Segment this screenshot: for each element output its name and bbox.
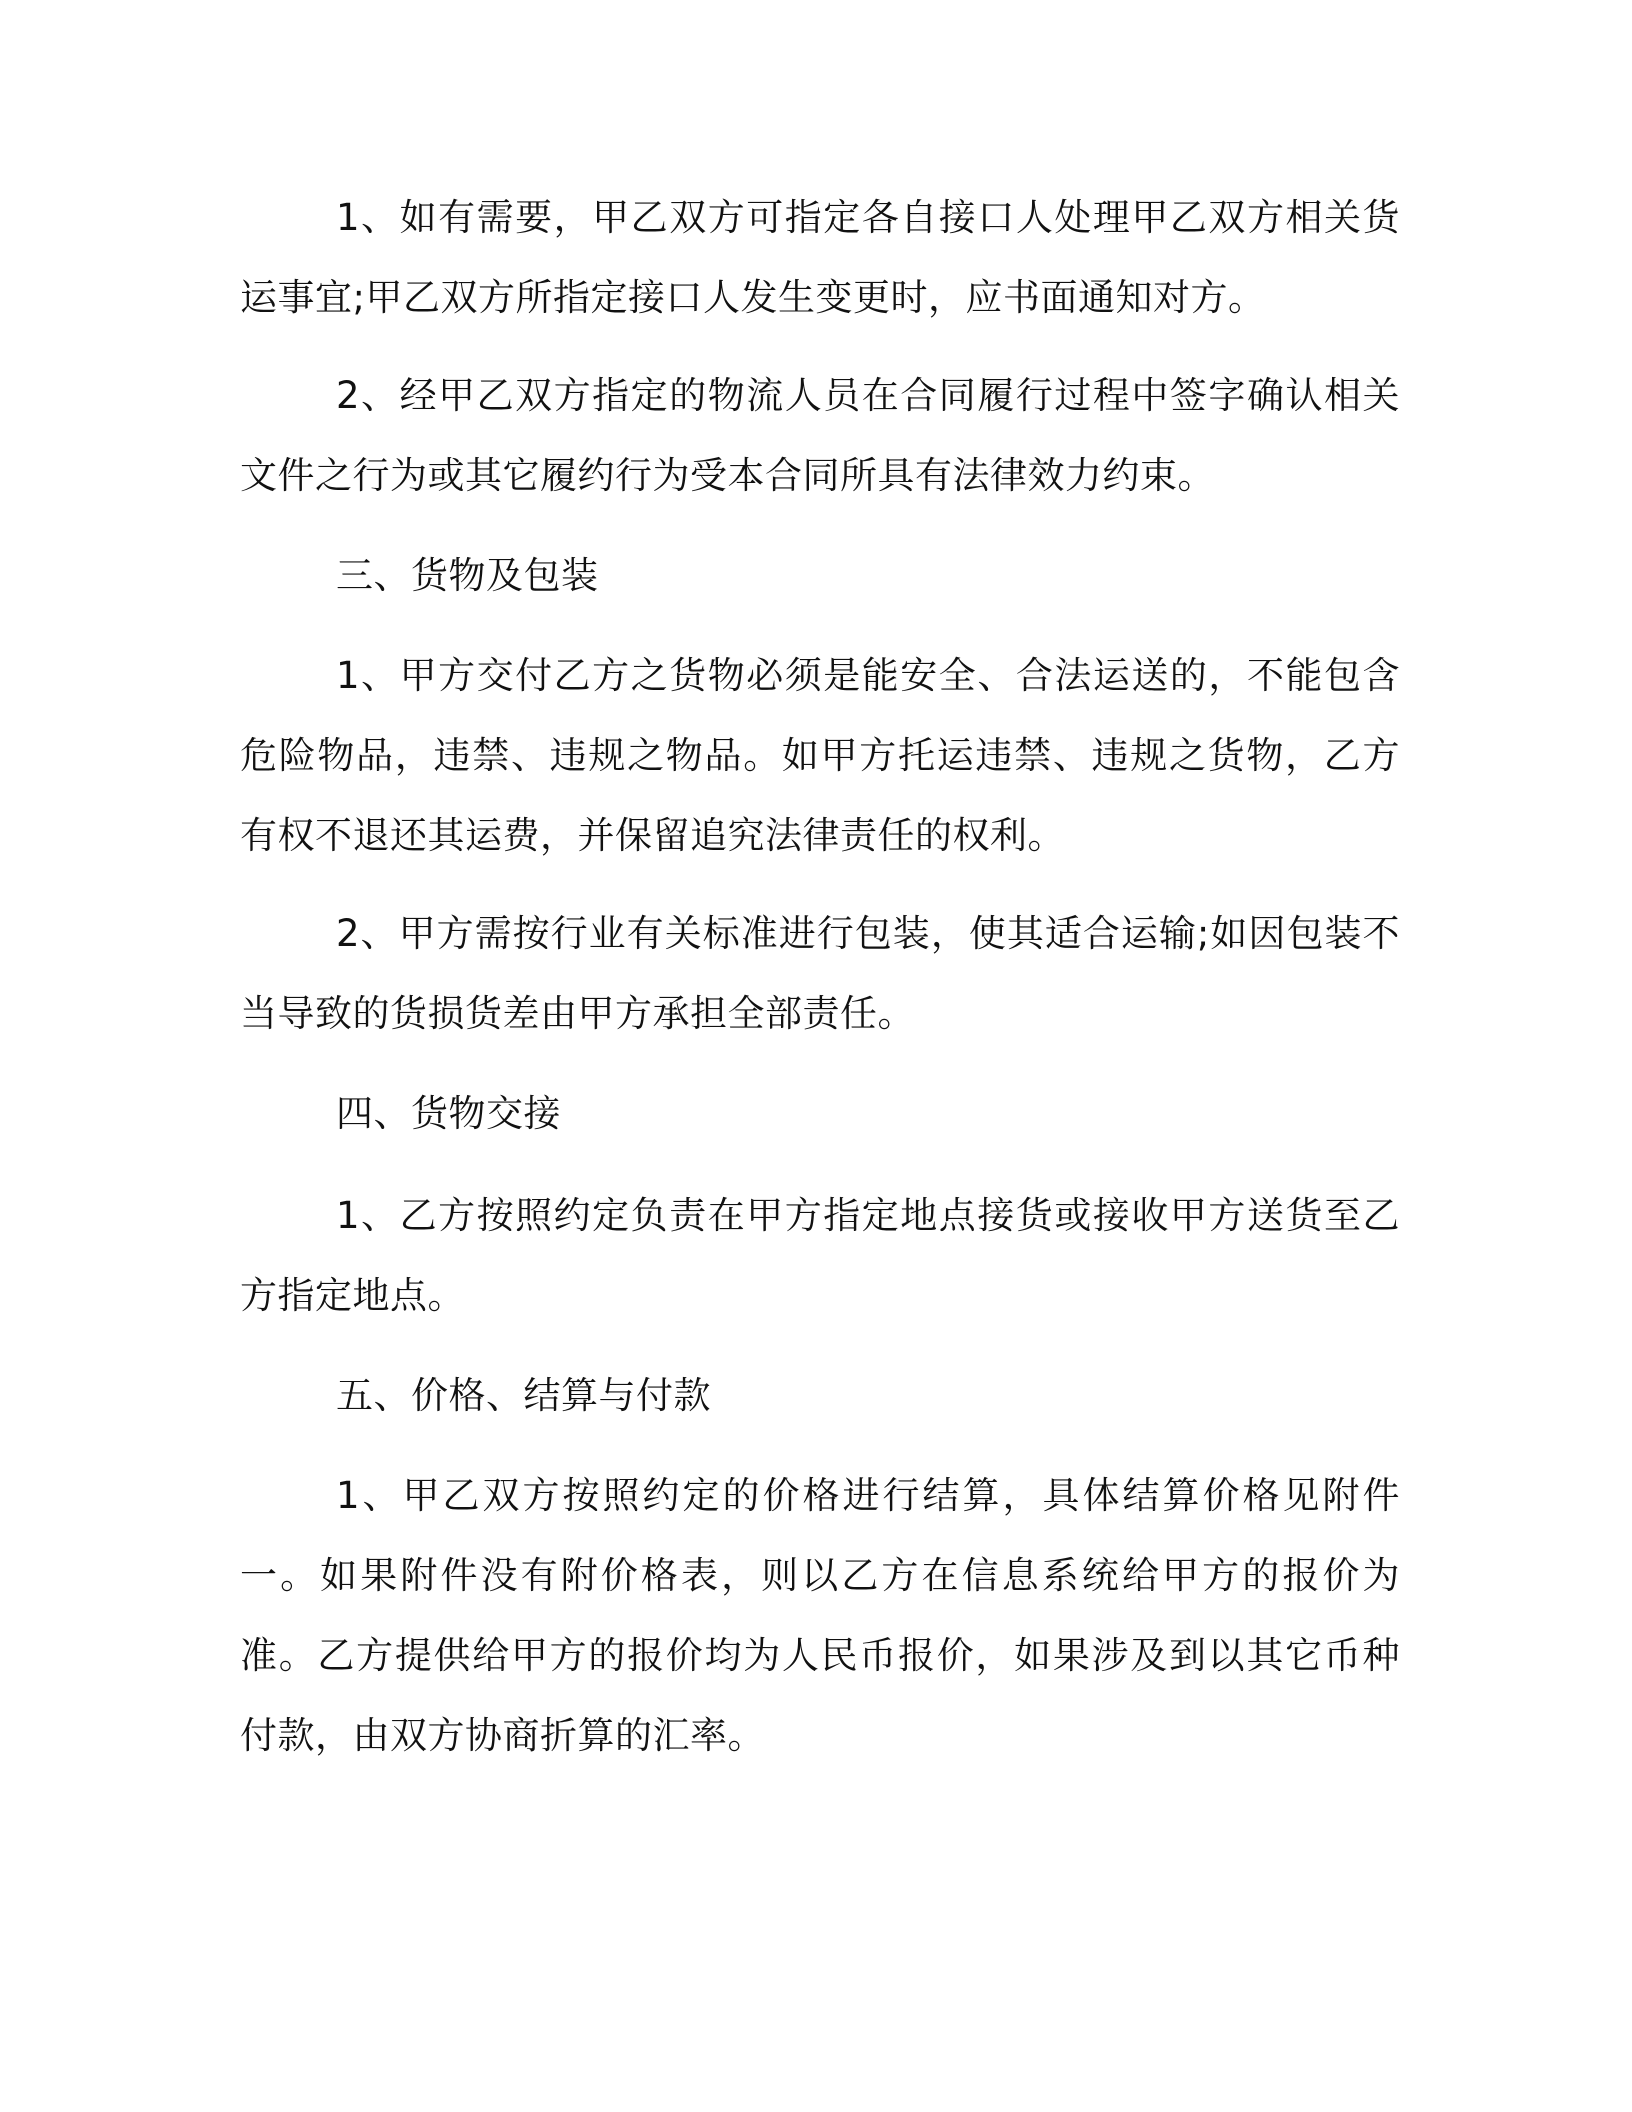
clause-paragraph: 1、甲方交付乙方之货物必须是能安全、合法运送的，不能包含危险物品，违禁、违规之物品。如甲方托运违禁、违规之货物，乙方有权不退还其运费，并保留追究法律责任的权利。 xyxy=(240,654,1400,857)
section-heading-3: 三、货物及包装 xyxy=(336,554,599,597)
section-heading-5: 五、价格、结算与付款 xyxy=(336,1374,711,1417)
section-heading-4: 四、货物交接 xyxy=(336,1092,561,1135)
clause-paragraph: 2、经甲乙双方指定的物流人员在合同履行过程中签字确认相关文件之行为或其它履约行为受本合同所具有法律效力约束。 xyxy=(240,374,1400,497)
clause-paragraph: 1、甲乙双方按照约定的价格进行结算，具体结算价格见附件一。如果附件没有附价格表，则以乙方在信息系统给甲方的报价为准。乙方提供给甲方的报价均为人民币报价，如果涉及到以其它币种付款，由双方协商折算的汇率。 xyxy=(240,1474,1400,1757)
clause-paragraph: 2、甲方需按行业有关标准进行包装，使其适合运输;如因包装不当导致的货损货差由甲方承担全部责任。 xyxy=(240,912,1400,1035)
clause-paragraph: 1、如有需要，甲乙双方可指定各自接口人处理甲乙双方相关货运事宜;甲乙双方所指定接口人发生变更时，应书面通知对方。 xyxy=(240,196,1400,319)
clause-paragraph: 1、乙方按照约定负责在甲方指定地点接货或接收甲方送货至乙方指定地点。 xyxy=(240,1194,1400,1317)
